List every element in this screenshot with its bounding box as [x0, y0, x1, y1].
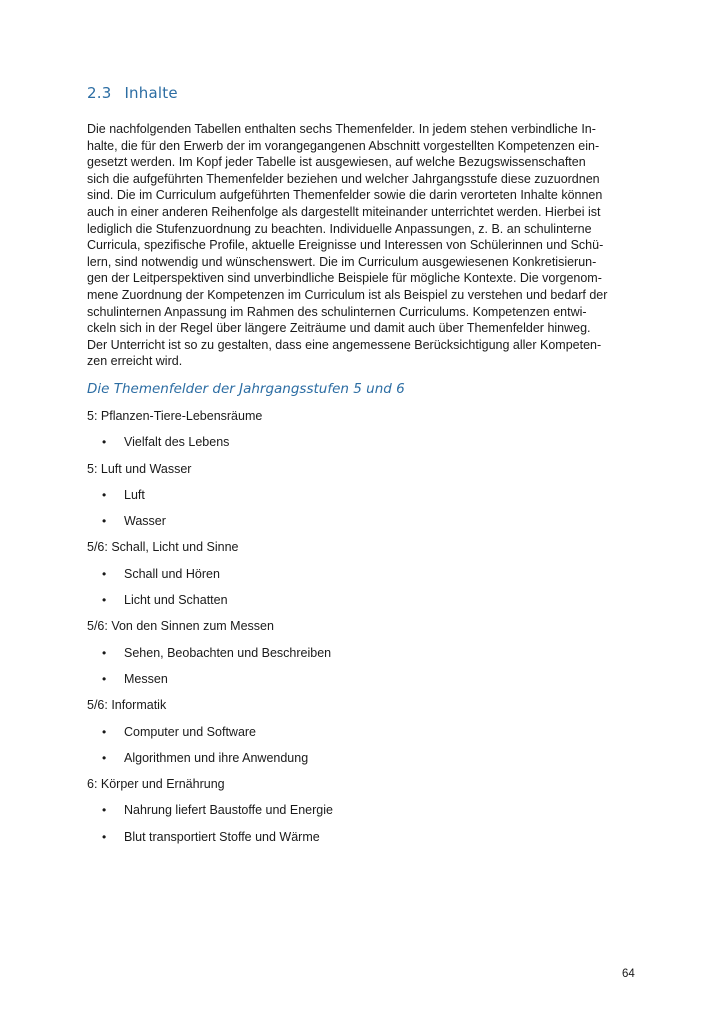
- topic-items: [87, 645, 647, 698]
- topic-list: [87, 408, 647, 855]
- topic-block: [87, 539, 647, 618]
- topic-title: 5/6: Von den Sinnen zum Messen: [87, 619, 274, 634]
- bullet-icon: •: [102, 671, 107, 686]
- topic-item: [87, 487, 647, 513]
- topic-item: [87, 645, 647, 671]
- topic-items: [87, 487, 647, 540]
- page-number: 64: [622, 968, 635, 980]
- bullet-icon: •: [102, 514, 107, 529]
- topic-item-label: Sehen, Beobachten und Beschreiben: [124, 645, 332, 660]
- topic-item-label: Vielfalt des Lebens: [124, 435, 230, 450]
- topic-item: [87, 592, 647, 618]
- topic-items: [87, 802, 647, 855]
- section-heading: [87, 84, 178, 102]
- bullet-icon: •: [102, 435, 107, 450]
- topic-title: 6: Körper und Ernährung: [87, 777, 225, 792]
- bullet-icon: •: [102, 803, 107, 818]
- topic-item: [87, 671, 647, 697]
- topic-item-label: Schall und Hören: [124, 566, 220, 581]
- topic-item: [87, 802, 647, 828]
- bullet-icon: •: [102, 750, 107, 765]
- topic-title: 5: Pflanzen-Tiere-Lebensräume: [87, 409, 263, 423]
- topic-item-label: Blut transportiert Stoffe und Wärme: [124, 829, 320, 844]
- topic-item: [87, 566, 647, 592]
- bullet-icon: •: [102, 593, 107, 608]
- bullet-icon: •: [102, 724, 107, 739]
- topic-block: [87, 408, 647, 461]
- topic-item: [87, 434, 647, 460]
- topic-items: [87, 434, 647, 460]
- topic-title: 5/6: Informatik: [87, 698, 167, 713]
- topic-items: [87, 724, 647, 777]
- section-number: 2.3: [87, 84, 112, 102]
- bullet-icon: •: [102, 829, 107, 844]
- topics-subheading: Die Themenfelder der Jahrgangsstufen 5 und 6: [87, 381, 405, 397]
- topic-item-label: Licht und Schatten: [124, 593, 228, 608]
- topic-block: [87, 618, 647, 697]
- topic-block: [87, 776, 647, 855]
- bullet-icon: •: [102, 566, 107, 581]
- topic-block: [87, 697, 647, 776]
- topic-items: [87, 566, 647, 619]
- topic-item: [87, 724, 647, 750]
- bullet-icon: •: [102, 645, 107, 660]
- section-title: Inhalte: [124, 84, 178, 102]
- topic-item-label: Computer und Software: [124, 724, 257, 739]
- topic-item-label: Messen: [124, 671, 168, 686]
- intro-paragraph: Die nachfolgenden Tabellen enthalten sechs Themenfelder. In jedem stehen verbindliche In- halte, die für den Erwerb der im vorangegangenen Abschnitt vorgestellten Kompetenzen ein- gesetzt werden. Im Kopf jeder Tabelle ist ausgewiesen, auf welche Bezugswissenschaften sich die aufgeführten Themenfelder beziehen und welcher Jahrgangsstufe diese zuzuordnen sind. Die im Curriculum aufgeführten Themenfelder sowie die darin verorteten Inhalte können auch in einer anderen Reihenfolge als dargestellt miteinander unterrichtet werden. Hierbei ist lediglich die Stufenzuordnung zu beachten. Individuelle Anpassungen, z. B. an schulinterne Curricula, spezifische Profile, aktuelle Ereignisse und Interessen von Schülerinnen und Schü- lern, sind notwendig und wünschenswert. Die im Curriculum ausgewiesenen Konkretisierun- gen der Leitperspektiven sind unverbindliche Beispiele für mögliche Kontexte. Die vorgenom- mene Zuordnung der Kompetenzen im Curriculum ist als Beispiel zu verstehen und bedarf der schulinternen Anpassung im Rahmen des schulinternen Curriculums. Kompetenzen entwi- ckeln sich in der Regel über längere Zeiträume und damit auch über Themenfelder hinweg. Der Unterricht ist so zu gestalten, dass eine angemessene Berücksichtigung aller Kompeten- zen erreicht wird.: [87, 122, 608, 369]
- topic-item-label: Luft: [124, 487, 145, 502]
- topic-item: [87, 750, 647, 776]
- topic-item-label: Wasser: [124, 514, 166, 529]
- topic-item: [87, 829, 647, 855]
- topic-title: 5: Luft und Wasser: [87, 461, 192, 476]
- bullet-icon: •: [102, 487, 107, 502]
- topic-title: 5/6: Schall, Licht und Sinne: [87, 540, 239, 555]
- topic-item-label: Algorithmen und ihre Anwendung: [124, 750, 309, 765]
- topic-block: [87, 461, 647, 540]
- topic-item-label: Nahrung liefert Baustoffe und Energie: [124, 803, 333, 818]
- topic-item: [87, 513, 647, 539]
